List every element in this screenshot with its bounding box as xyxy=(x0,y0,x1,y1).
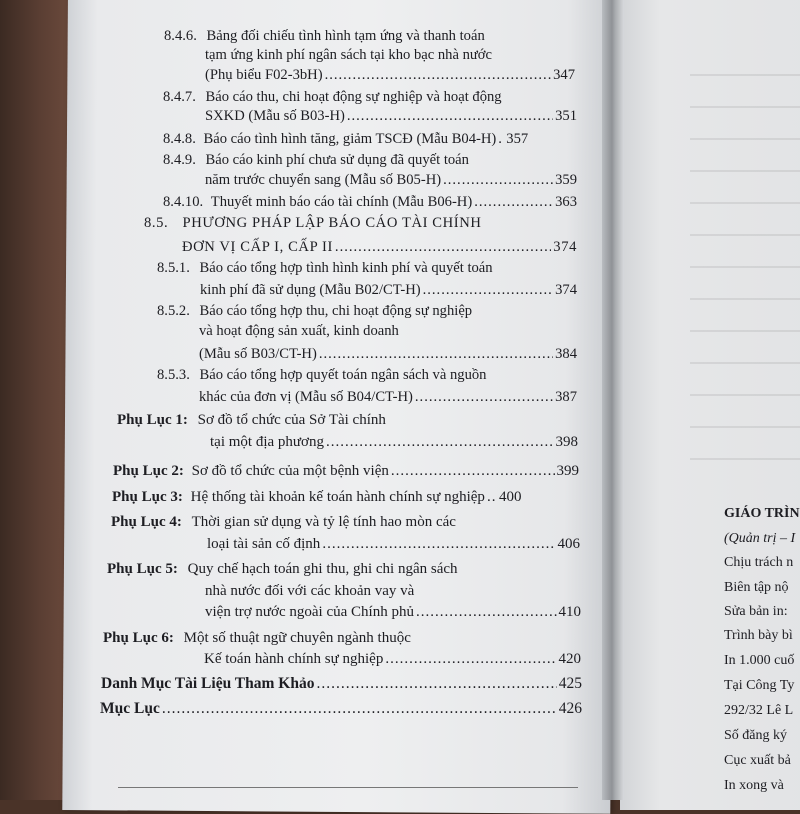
leader-dots xyxy=(319,345,553,363)
toc-page-number: 384 xyxy=(555,346,577,362)
toc-entry-8-5-1-last[interactable] xyxy=(200,281,577,299)
toc-appendix-label: Phụ Lục 2: xyxy=(113,463,184,479)
toc-entry-number: 8.4.9. xyxy=(163,152,196,168)
toc-appendix-4-last[interactable] xyxy=(207,535,580,553)
toc-appendix-row xyxy=(113,462,389,480)
toc-entry-8-4-6-last[interactable] xyxy=(205,66,575,84)
toc-page-number: 399 xyxy=(556,463,579,479)
toc-entry-number: 8.4.7. xyxy=(163,89,196,105)
toc-page-number: 347 xyxy=(553,67,575,83)
leader-dots xyxy=(391,462,555,480)
toc-entry-title: Báo cáo thu, chi hoạt động sự nghiệp và hoạt động xyxy=(205,89,502,105)
toc-entry-title-row xyxy=(163,193,472,211)
toc-appendix-title-cont: loại tài sản cố định xyxy=(207,536,321,552)
toc-page-number: 357 xyxy=(506,131,529,147)
toc-appendix-label: Phụ Lục 3: xyxy=(112,489,183,505)
toc-entry-number: 8.5.2. xyxy=(157,303,190,319)
toc-entry-8-4-6-line1 xyxy=(164,27,485,45)
toc-appendix-5-last[interactable] xyxy=(205,603,581,621)
leader-dots xyxy=(415,388,553,406)
toc-page-number: 406 xyxy=(557,536,580,552)
toc-appendix-label: Phụ Lục 5: xyxy=(107,561,178,577)
toc-entry-number: 8.5.1. xyxy=(157,260,190,276)
toc-appendix-6-last[interactable] xyxy=(204,650,581,668)
colophon-line: Biên tập nộ xyxy=(724,580,789,595)
toc-entry-number: 8.5. xyxy=(144,215,169,231)
leader-dots xyxy=(162,700,557,718)
leader-dots xyxy=(416,603,557,621)
leader-dots xyxy=(316,675,556,693)
toc-appendix-1-line1 xyxy=(117,411,386,429)
toc-entry-title-cont: kinh phí đã sử dụng (Mẫu B02/CT-H) xyxy=(200,282,421,298)
toc-entry-title-cont: SXKD (Mẫu số B03-H) xyxy=(205,108,345,124)
toc-appendix-title-cont: nhà nước đối với các khoản vay và xyxy=(205,583,415,599)
toc-entry-8-4-8[interactable] xyxy=(163,130,577,148)
toc-entry-number: 8.4.6. xyxy=(164,28,197,44)
toc-appendix-title: Một số thuật ngữ chuyên ngành thuộc xyxy=(183,630,411,646)
toc-page-number: 359 xyxy=(555,172,577,188)
toc-appendix-5-line1 xyxy=(107,560,458,578)
toc-entry-title: Báo cáo kinh phí chưa sử dụng đã quyết toán xyxy=(205,152,469,168)
toc-page-number: 374 xyxy=(553,239,577,255)
right-page-colophon xyxy=(724,0,800,800)
colophon-line: Số đăng ký xyxy=(724,728,787,743)
toc-section-8-5-line1 xyxy=(144,214,482,232)
toc-entry-title: Báo cáo tổng hợp thu, chi hoạt động sự nghiệp xyxy=(199,303,473,319)
toc-entry-title: Thuyết minh báo cáo tài chính (Mẫu B06-H) xyxy=(210,194,473,210)
toc-entry-number: 8.5.3. xyxy=(157,367,190,383)
colophon-line: Tại Công Ty xyxy=(724,678,795,693)
leader-dots xyxy=(487,488,497,506)
toc-appendix-label: Phụ Lục 6: xyxy=(103,630,174,646)
page-footer-rule xyxy=(118,787,578,788)
toc-entry-8-4-9-last[interactable] xyxy=(205,171,577,189)
colophon-line: Cục xuất bả xyxy=(724,753,791,768)
toc-page-number: 410 xyxy=(558,604,581,620)
toc-appendix-title-cont: tại một địa phương xyxy=(210,434,324,450)
colophon-line: Trình bày bì xyxy=(724,628,793,643)
toc-appendix-label: Phụ Lục 4: xyxy=(111,514,182,530)
toc-entry-8-4-10[interactable] xyxy=(163,193,577,211)
colophon-subtitle: (Quản trị – I xyxy=(724,531,796,546)
toc-references[interactable] xyxy=(101,675,582,693)
toc-entry-title: Báo cáo tình hình tăng, giảm TSCĐ (Mẫu B04-H) xyxy=(203,131,497,147)
toc-entry-8-4-7-last[interactable] xyxy=(205,107,577,125)
toc-appendix-title: Hệ thống tài khoản kế toán hành chính sự nghiệp xyxy=(190,489,485,505)
toc-appendix-row xyxy=(112,488,485,506)
toc-appendix-1-last[interactable] xyxy=(210,433,578,451)
toc-entry-8-5-3-line1 xyxy=(157,366,486,384)
leader-dots xyxy=(322,535,555,553)
toc-entry-title-cont: và hoạt động sản xuất, kinh doanh xyxy=(199,323,399,339)
colophon-line: In xong và xyxy=(724,778,784,793)
colophon-line: 292/32 Lê L xyxy=(724,703,794,718)
colophon-line: In 1.000 cuố xyxy=(724,653,795,668)
colophon-line: Sửa bản in: xyxy=(724,604,788,619)
toc-page-number: 400 xyxy=(498,489,522,505)
toc-entry-title-row xyxy=(163,130,496,148)
toc-entry-8-4-7-line1 xyxy=(163,88,502,106)
leader-dots xyxy=(423,281,554,299)
toc-entry-8-4-9-line1 xyxy=(163,151,469,169)
toc-page-number: 363 xyxy=(555,194,577,210)
toc-page-number: 426 xyxy=(558,700,582,717)
toc-appendix-4-line1 xyxy=(111,513,456,531)
leader-dots xyxy=(385,650,556,668)
toc-appendix-3[interactable] xyxy=(112,488,580,506)
toc-page-number: 425 xyxy=(558,675,582,692)
toc-entry-8-5-1-line1 xyxy=(157,259,493,277)
toc-entry-number: 8.4.8. xyxy=(163,131,196,147)
toc-entry-title-cont: năm trước chuyển sang (Mẫu số B05-H) xyxy=(205,172,442,188)
leader-dots xyxy=(474,193,553,211)
toc-page-number: 387 xyxy=(555,389,577,405)
toc-entry-title: Báo cáo tổng hợp tình hình kinh phí và quyết toán xyxy=(199,260,493,276)
toc-section-title: PHƯƠNG PHÁP LẬP BÁO CÁO TÀI CHÍNH xyxy=(182,215,482,231)
toc-entry-title-cont: (Phụ biểu F02-3bH) xyxy=(205,67,323,83)
leader-dots xyxy=(347,107,553,125)
toc-references-title: Danh Mục Tài Liệu Tham Khảo xyxy=(101,675,315,692)
toc-entry-8-5-3-last[interactable] xyxy=(199,388,577,406)
toc-section-title-cont: ĐƠN VỊ CẤP I, CẤP II xyxy=(182,239,333,255)
leader-dots xyxy=(326,433,554,451)
toc-entry-number: 8.4.10. xyxy=(163,194,204,210)
toc-contents-title: Mục Lục xyxy=(100,700,160,717)
toc-section-8-5-last[interactable] xyxy=(182,238,577,256)
toc-appendix-2[interactable] xyxy=(113,462,579,480)
toc-appendix-title: Sơ đồ tổ chức của một bệnh viện xyxy=(191,463,389,479)
toc-appendix-title-cont: Kế toán hành chính sự nghiệp xyxy=(204,651,384,667)
toc-appendix-title: Sơ đồ tổ chức của Sở Tài chính xyxy=(197,412,386,428)
toc-appendix-label: Phụ Lục 1: xyxy=(117,412,188,428)
toc-appendix-6-line1 xyxy=(103,629,411,647)
toc-page-number: 398 xyxy=(555,434,578,450)
toc-appendix-title-cont: viện trợ nước ngoài của Chính phủ xyxy=(205,604,414,620)
toc-appendix-title: Thời gian sử dụng và tỷ lệ tính hao mòn các xyxy=(191,514,456,530)
toc-entry-title-cont: khác của đơn vị (Mẫu số B04/CT-H) xyxy=(199,389,413,405)
leader-dots xyxy=(325,66,552,84)
toc-entry-title-cont: (Mẫu số B03/CT-H) xyxy=(199,346,317,362)
toc-contents[interactable] xyxy=(100,700,582,718)
toc-entry-title: Bảng đối chiếu tình hình tạm ứng và thanh toán xyxy=(206,28,485,44)
toc-entry-8-5-2-line1 xyxy=(157,302,472,320)
toc-entry-8-5-2-last[interactable] xyxy=(199,345,577,363)
toc-page-number: 351 xyxy=(555,108,577,124)
toc-appendix-title: Quy chế hạch toán ghi thu, ghi chi ngân sách xyxy=(187,561,458,577)
colophon-book-title: GIÁO TRÌN xyxy=(724,506,800,521)
leader-dots xyxy=(498,130,504,148)
toc-entry-title: Báo cáo tổng hợp quyết toán ngân sách và nguồn xyxy=(199,367,487,383)
leader-dots xyxy=(443,171,553,189)
leader-dots xyxy=(335,238,551,256)
toc-page-number: 374 xyxy=(555,282,577,298)
colophon-line: Chịu trách n xyxy=(724,555,794,570)
toc-entry-title-cont: tạm ứng kinh phí ngân sách tại kho bạc nhà nước xyxy=(205,47,492,63)
toc-page-number: 420 xyxy=(558,651,581,667)
